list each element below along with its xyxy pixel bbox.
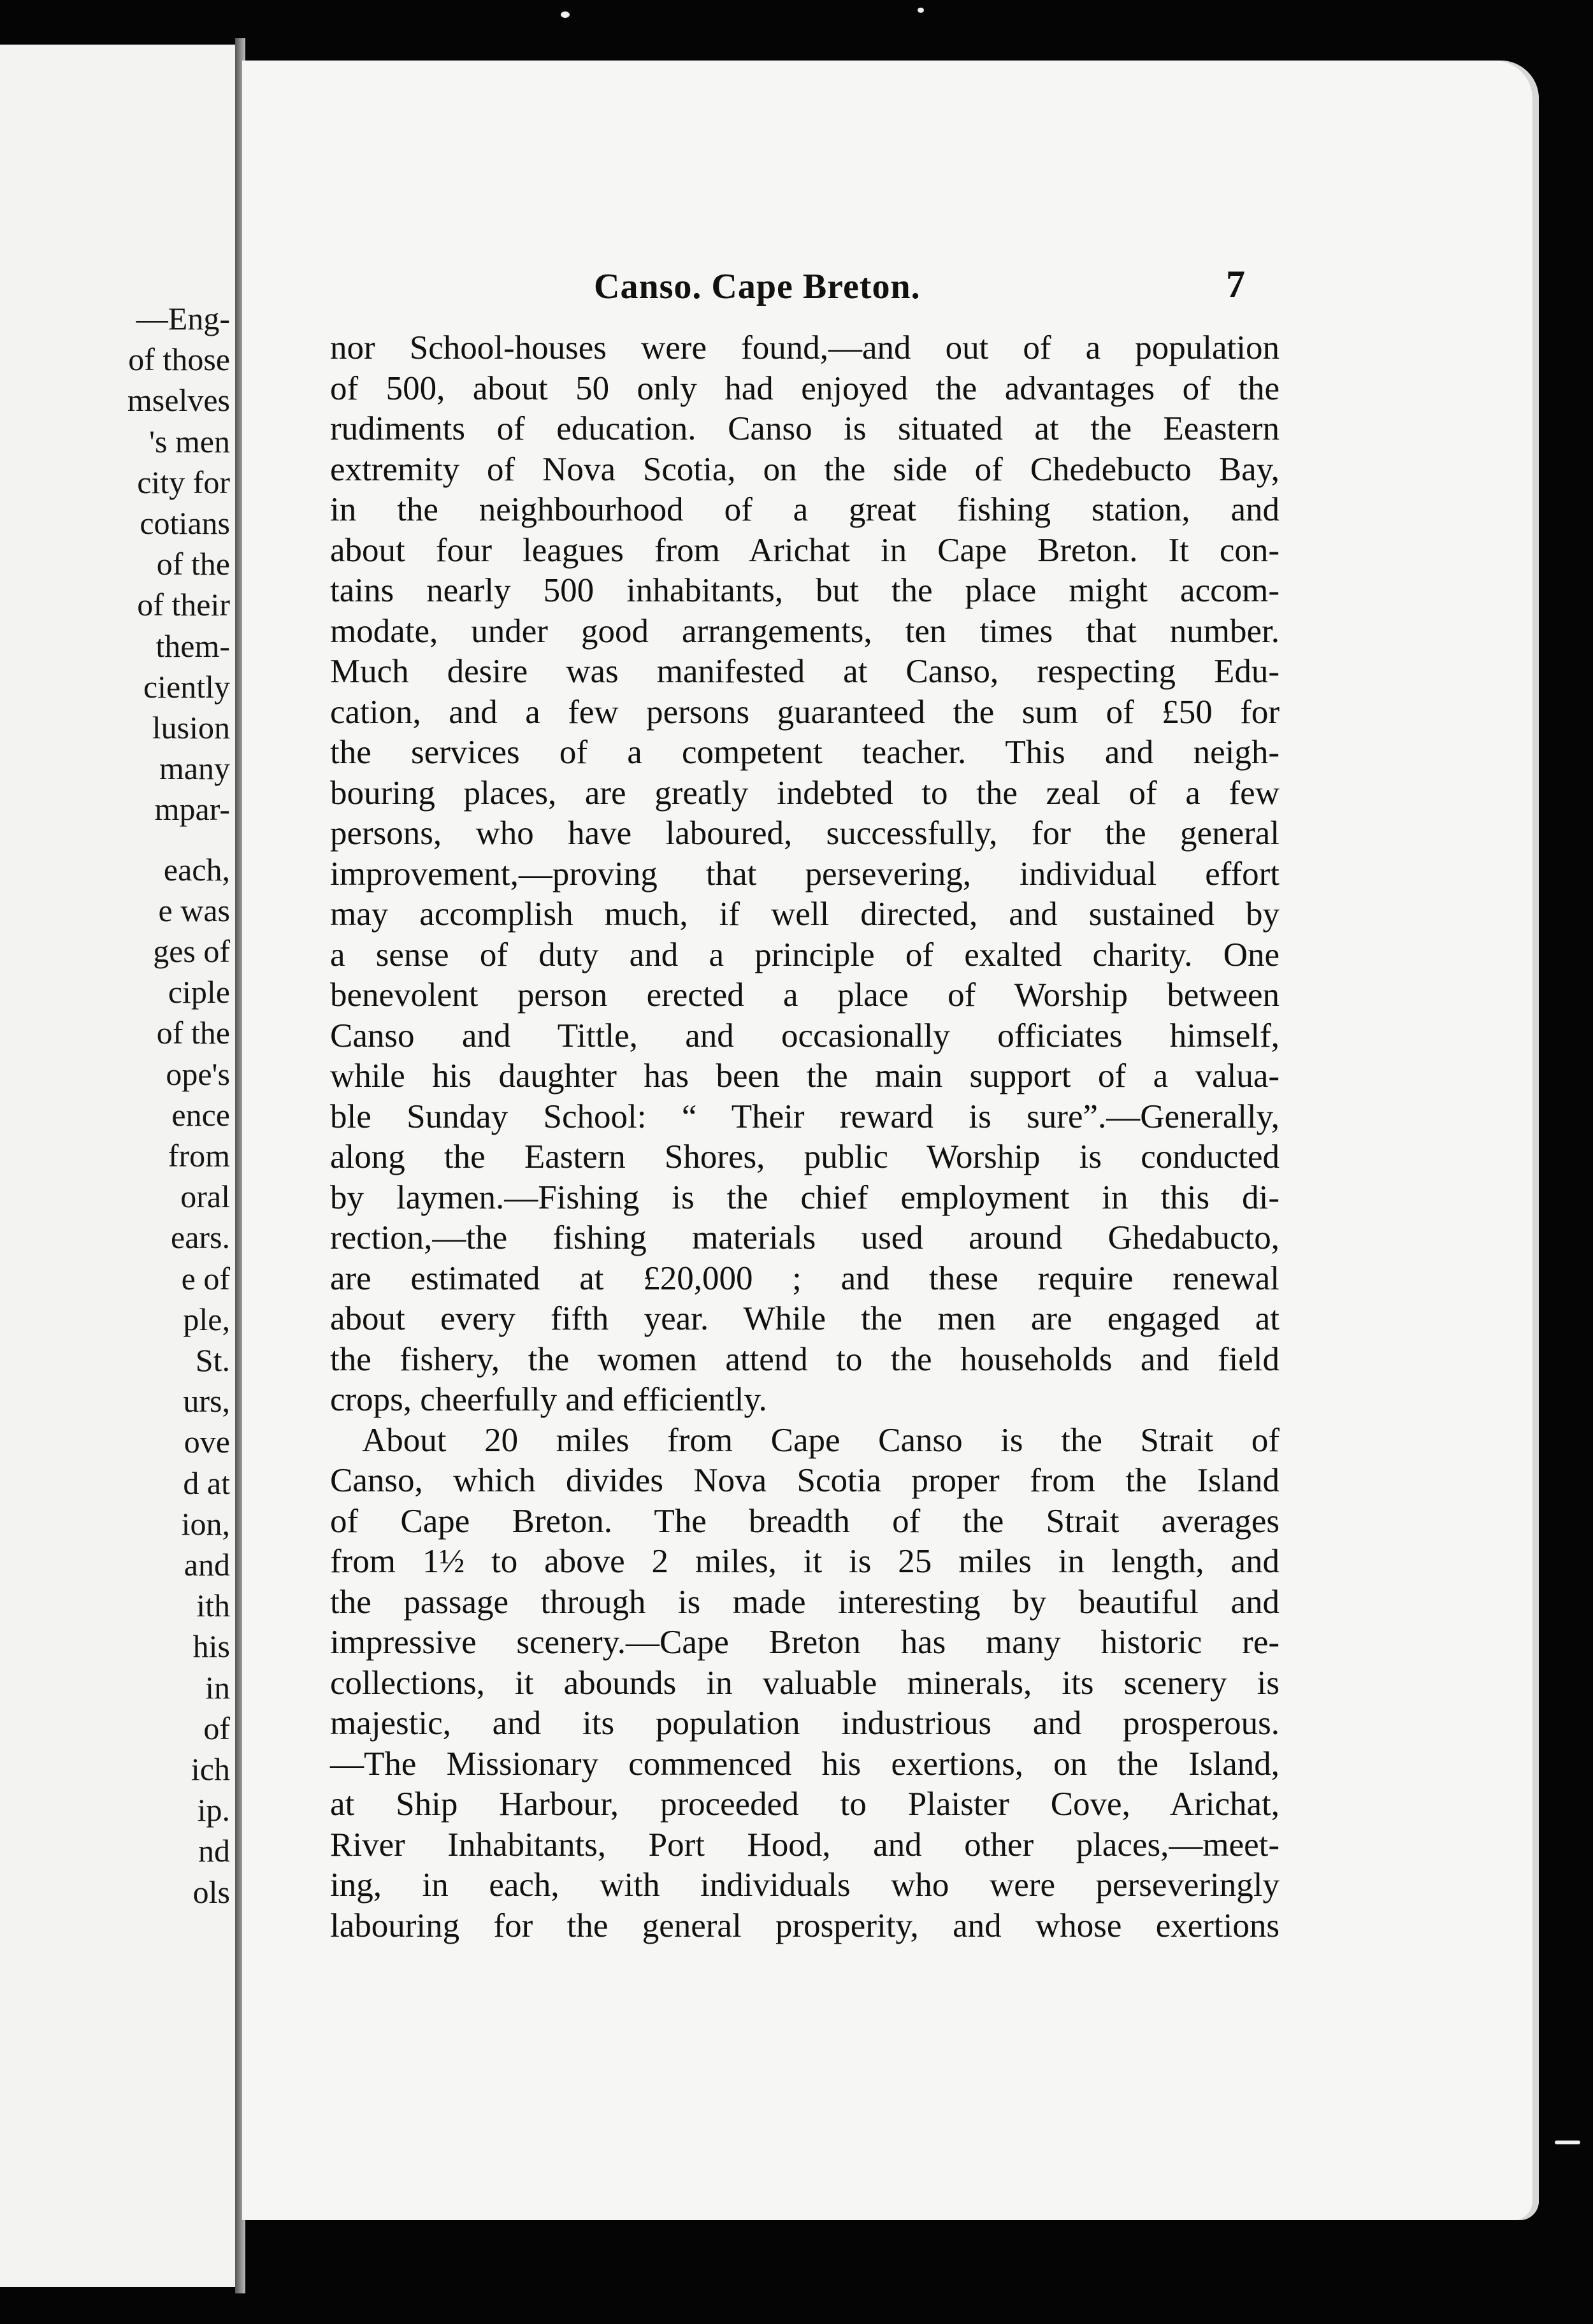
text-line: the fishery, the women attend to the households and field — [330, 1340, 1279, 1378]
text-line: along the Eastern Shores, public Worship is conducted — [330, 1138, 1279, 1175]
left-page-line: mpar- — [154, 791, 230, 828]
left-page-line: each, — [163, 851, 230, 887]
text-line: by laymen.—Fishing is the chief employment in this di- — [330, 1179, 1279, 1216]
left-page-line: ols — [192, 1874, 230, 1910]
text-line: Canso and Tittle, and occasionally officiates himself, — [330, 1017, 1279, 1054]
left-page-fragment — [0, 45, 243, 2287]
left-page-line: urs, — [183, 1383, 230, 1419]
text-line: majestic, and its population industrious and prosperous. — [330, 1705, 1279, 1742]
text-line: Much desire was manifested at Canso, respecting Edu- — [330, 653, 1279, 690]
text-line: the services of a competent teacher. This and neigh- — [330, 734, 1279, 771]
left-page-line: ciently — [143, 668, 230, 705]
text-line: River Inhabitants, Port Hood, and other places,—meet- — [330, 1826, 1279, 1863]
left-page-line: ove — [184, 1424, 230, 1460]
left-page-line: ges of — [153, 933, 230, 969]
running-head: Canso. Cape Breton. — [594, 267, 921, 306]
left-page-line: St. — [195, 1342, 230, 1378]
text-line: about every fifth year. While the men are engaged at — [330, 1300, 1279, 1337]
left-page-line: ith — [196, 1588, 230, 1624]
text-line: About 20 miles from Cape Canso is the Strait of — [362, 1421, 1279, 1459]
text-line: a sense of duty and a principle of exalted charity. One — [330, 936, 1279, 973]
text-line: rection,—the fishing materials used around Ghedabucto, — [330, 1219, 1279, 1256]
dust-speck — [918, 8, 924, 13]
text-line: persons, who have laboured, successfully, for the general — [330, 815, 1279, 852]
left-page-line: mselves — [127, 382, 230, 419]
text-line: collections, it abounds in valuable minerals, its scenery is — [330, 1664, 1279, 1702]
left-page-line: of the — [156, 1015, 230, 1051]
left-page-line: ciple — [168, 974, 230, 1010]
text-line: impressive scenery.—Cape Breton has many historic re- — [330, 1624, 1279, 1661]
dust-speck — [561, 11, 570, 18]
text-line: labouring for the general prosperity, and whose exertions — [330, 1907, 1279, 1944]
text-line: about four leagues from Arichat in Cape Breton. It con- — [330, 531, 1279, 569]
text-line: of 500, about 50 only had enjoyed the advantages of the — [330, 369, 1279, 407]
left-page-line: many — [159, 750, 230, 787]
left-page-line: of their — [137, 587, 230, 623]
text-line: rudiments of education. Canso is situated at the Eeastern — [330, 410, 1279, 447]
text-line: from 1½ to above 2 miles, it is 25 miles in length, and — [330, 1543, 1279, 1580]
left-page-line: 's men — [148, 423, 230, 459]
left-page-line: ip. — [197, 1792, 230, 1828]
left-page-line: e of — [181, 1260, 230, 1296]
text-line: ble Sunday School: “ Their reward is sure”.—Generally, — [330, 1098, 1279, 1135]
left-page-line: e was — [158, 892, 230, 928]
text-line: —The Missionary commenced his exertions, on the Island, — [330, 1745, 1279, 1782]
dust-speck — [1555, 2141, 1580, 2144]
left-page-line: them- — [155, 628, 230, 664]
text-line: while his daughter has been the main support of a valua- — [330, 1058, 1279, 1094]
left-page-line: nd — [198, 1833, 230, 1869]
left-page-line: lusion — [152, 710, 230, 745]
left-page-line: ence — [171, 1096, 230, 1133]
text-line: benevolent person erected a place of Worship between — [330, 977, 1279, 1014]
left-page-line: of the — [156, 546, 230, 582]
left-page-line: cotians — [140, 505, 230, 541]
text-line: the passage through is made interesting by beautiful and — [330, 1583, 1279, 1621]
text-line: improvement,—proving that persevering, individual effort — [330, 855, 1279, 893]
text-line: extremity of Nova Scotia, on the side of Chedebucto Bay, — [330, 450, 1279, 488]
text-line: nor School-houses were found,—and out of a population — [330, 329, 1279, 366]
left-page-line: in — [205, 1669, 230, 1705]
left-page-line: his — [192, 1628, 230, 1665]
text-line: at Ship Harbour, proceeded to Plaister Cove, Arichat, — [330, 1786, 1279, 1823]
text-line: may accomplish much, if well directed, and sustained by — [330, 896, 1279, 933]
left-page-line: ope's — [166, 1056, 230, 1092]
left-page-line: d at — [183, 1465, 230, 1501]
text-line: Canso, which divides Nova Scotia proper from the Island — [330, 1462, 1279, 1499]
text-line: tains nearly 500 inhabitants, but the place might accom- — [330, 572, 1279, 609]
text-line: are estimated at £20,000 ; and these require renewal — [330, 1259, 1279, 1297]
text-line: of Cape Breton. The breadth of the Strait averages — [330, 1502, 1279, 1540]
text-line: in the neighbourhood of a great fishing station, and — [330, 491, 1279, 528]
left-page-line: oral — [180, 1179, 230, 1215]
left-page-line: ion, — [181, 1505, 230, 1542]
left-page-line: of those — [128, 341, 230, 378]
left-page-line: ple, — [183, 1301, 230, 1337]
left-page-line: city for — [137, 464, 230, 500]
left-page-line: and — [184, 1547, 230, 1582]
text-line: crops, cheerfully and efficiently. — [330, 1381, 767, 1418]
text-line: ing, in each, with individuals who were perseveringly — [330, 1867, 1279, 1904]
left-page-line: —Eng- — [136, 301, 230, 336]
left-page-line: ich — [191, 1751, 230, 1787]
left-page-line: from — [168, 1138, 230, 1173]
left-page-line: ears. — [171, 1219, 230, 1256]
page-number: 7 — [1226, 263, 1245, 305]
left-page-line: of — [203, 1710, 230, 1746]
text-line: bouring places, are greatly indebted to the zeal of a few — [330, 774, 1279, 812]
text-line: cation, and a few persons guaranteed the sum of £50 for — [330, 693, 1279, 731]
text-line: modate, under good arrangements, ten times that number. — [330, 612, 1279, 650]
